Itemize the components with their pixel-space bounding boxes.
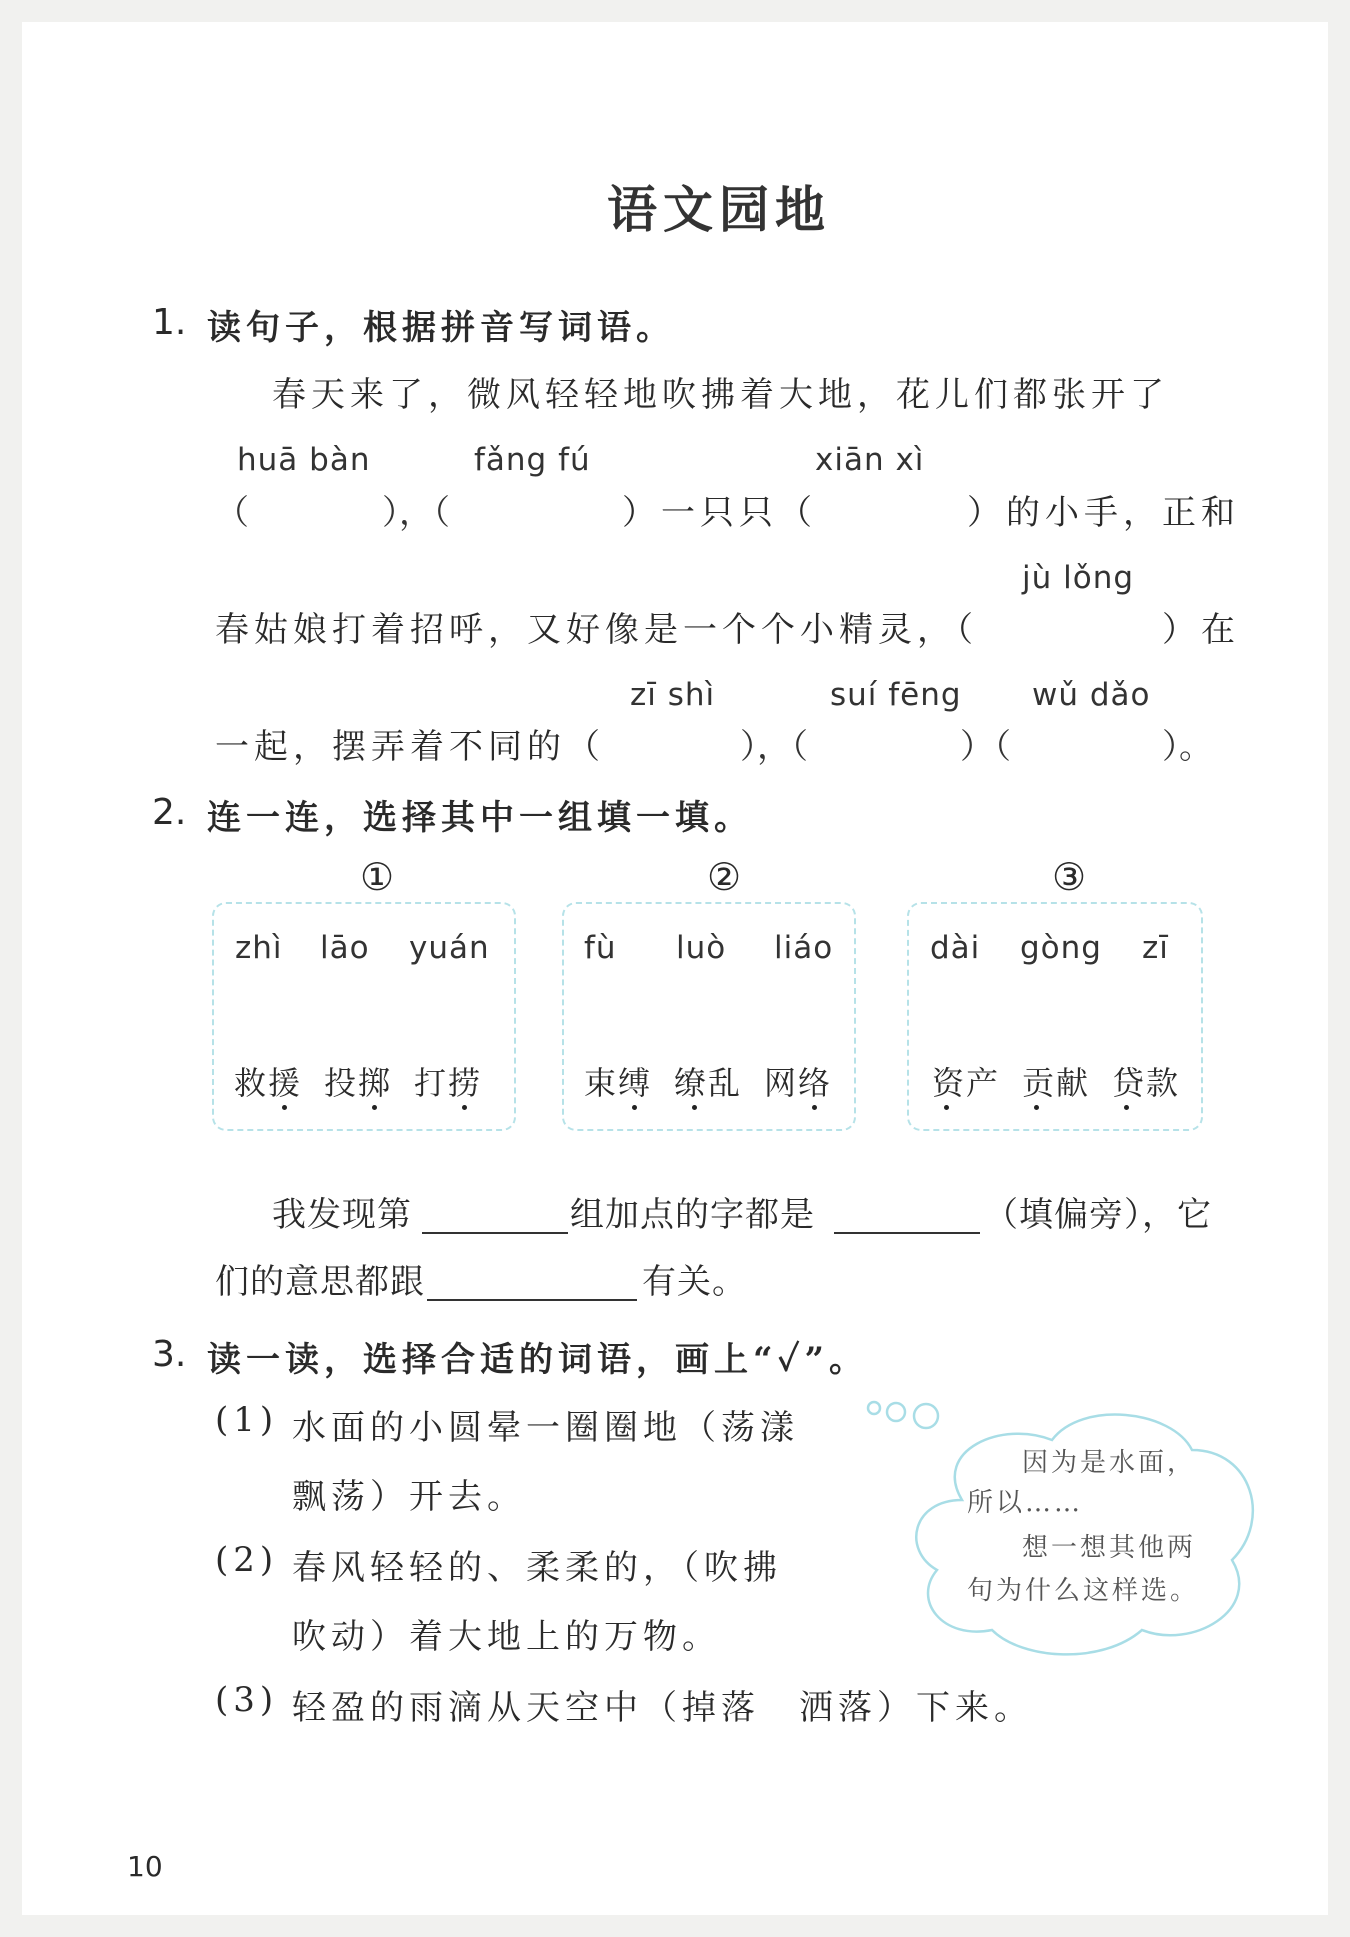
- q1-paren-open-1: （: [215, 493, 249, 533]
- group1-marker: ①: [360, 855, 395, 899]
- group2-pinyin-fu: fù: [584, 930, 617, 966]
- q1-line3: 春姑娘打着招呼，又好像是一个个小精灵，（: [215, 610, 978, 650]
- group2-emphasis-dot-2: [692, 1105, 697, 1110]
- group2-word-shufu: 束缚: [584, 1064, 653, 1102]
- group3-emphasis-dot-2: [1034, 1105, 1039, 1110]
- q1-line2-sep1: ），（: [382, 493, 450, 533]
- group2-emphasis-dot-1: [632, 1105, 637, 1110]
- q3-item2-line1: 春风轻轻的、柔柔的，（吹拂: [292, 1548, 782, 1588]
- q3-instruction: 读一读，选择合适的词语，画上“✓”。: [207, 1340, 869, 1380]
- q2-fill-text-1a: 我发现第: [272, 1195, 412, 1235]
- q2-number: 2.: [152, 792, 187, 833]
- group1-word-touzhi: 投掷: [324, 1064, 393, 1102]
- q3-item1-line1: 水面的小圆晕一圈圈地（荡漾: [292, 1408, 799, 1448]
- q2-fill-text-2a: 们的意思都跟: [215, 1262, 425, 1302]
- q1-line4: 一起，摆弄着不同的（: [215, 727, 605, 767]
- q2-blank-radical[interactable]: [834, 1232, 980, 1234]
- q1-line4-end: ）。: [1162, 727, 1213, 767]
- group2-emphasis-dot-3: [812, 1105, 817, 1110]
- q3-number: 3.: [152, 1334, 187, 1375]
- q2-fill-text-1c: （填偏旁），它: [984, 1195, 1212, 1235]
- group2-word-liaoluan: 缭乱: [674, 1064, 743, 1102]
- q3-item2-line2: 吹动）着大地上的万物。: [292, 1617, 721, 1657]
- group2-marker: ②: [707, 855, 742, 899]
- group3-pinyin-gong: gòng: [1020, 930, 1102, 966]
- q1-pinyin-julong: jù lǒng: [1022, 560, 1135, 596]
- q1-number: 1.: [152, 302, 187, 343]
- workbook-page: [22, 22, 1328, 1915]
- cloud-tip-line3: 想一想其他两: [1022, 1533, 1197, 1563]
- q1-line2-sep2: ）一只只（: [622, 493, 817, 533]
- q1-pinyin-zishi: zī shì: [630, 677, 716, 713]
- q1-line4-sep2: ）（: [960, 727, 1011, 767]
- q2-blank-meaning[interactable]: [427, 1299, 637, 1301]
- q2-blank-group-number[interactable]: [422, 1232, 568, 1234]
- group3-marker: ③: [1052, 855, 1087, 899]
- q1-line4-sep1: ），（: [740, 727, 808, 767]
- group1-emphasis-dot-1: [282, 1105, 287, 1110]
- q2-instruction: 连一连，选择其中一组填一填。: [207, 798, 753, 838]
- page-number: 10: [127, 1850, 163, 1883]
- page-title: 语文园地: [607, 180, 831, 239]
- group3-emphasis-dot-3: [1124, 1105, 1129, 1110]
- group1-word-dalao: 打捞: [414, 1064, 483, 1102]
- q2-fill-text-2b: 有关。: [642, 1262, 747, 1302]
- q3-item1-number: (1): [215, 1400, 279, 1440]
- q3-item3-line1: 轻盈的雨滴从天空中（掉落 洒落）下来。: [292, 1688, 1033, 1728]
- q1-pinyin-fangfu: fǎng fú: [474, 442, 591, 478]
- q1-instruction: 读句子，根据拼音写词语。: [207, 308, 675, 348]
- q3-item3-number: (3): [215, 1680, 279, 1720]
- group1-pinyin-yuan: yuán: [409, 930, 490, 966]
- group3-word-gongxian: 贡献: [1022, 1064, 1091, 1102]
- q2-fill-text-1b: 组加点的字都是: [570, 1195, 815, 1235]
- cloud-tip-line4: 句为什么这样选。: [967, 1576, 1200, 1606]
- group1-pinyin-lao: lāo: [320, 930, 370, 966]
- q1-pinyin-wudao: wǔ dǎo: [1032, 677, 1151, 713]
- q1-line2-sep3: ）的小手，正和: [967, 493, 1240, 533]
- group3-emphasis-dot-1: [944, 1105, 949, 1110]
- group3-word-zichan: 资产: [932, 1064, 1001, 1102]
- group3-word-daikuan: 贷款: [1112, 1064, 1181, 1102]
- q1-pinyin-xianxi: xiān xì: [815, 442, 925, 478]
- group1-emphasis-dot-2: [372, 1105, 377, 1110]
- cloud-tip-line2: 所以……: [967, 1488, 1084, 1518]
- group2-word-wangluo: 网络: [764, 1064, 833, 1102]
- q3-item2-number: (2): [215, 1540, 279, 1580]
- cloud-tip-line1: 因为是水面，: [1022, 1448, 1197, 1478]
- group3-pinyin-zi: zī: [1142, 930, 1169, 966]
- group2-pinyin-liao: liáo: [774, 930, 834, 966]
- q3-item1-line2: 飘荡）开去。: [292, 1477, 526, 1517]
- group2-pinyin-luo: luò: [676, 930, 727, 966]
- group1-word-jiuyuan: 救援: [234, 1064, 303, 1102]
- group1-emphasis-dot-3: [462, 1105, 467, 1110]
- q1-line1: 春天来了，微风轻轻地吹拂着大地，花儿们都张开了: [272, 375, 1169, 415]
- q1-line3-end: ）在: [1162, 610, 1240, 650]
- thought-cloud-icon: [852, 1390, 1272, 1660]
- group3-pinyin-dai: dài: [930, 930, 981, 966]
- q1-pinyin-suifeng: suí fēng: [830, 677, 962, 713]
- group1-pinyin-zhi: zhì: [235, 930, 283, 966]
- q1-pinyin-huaban: huā bàn: [237, 442, 371, 478]
